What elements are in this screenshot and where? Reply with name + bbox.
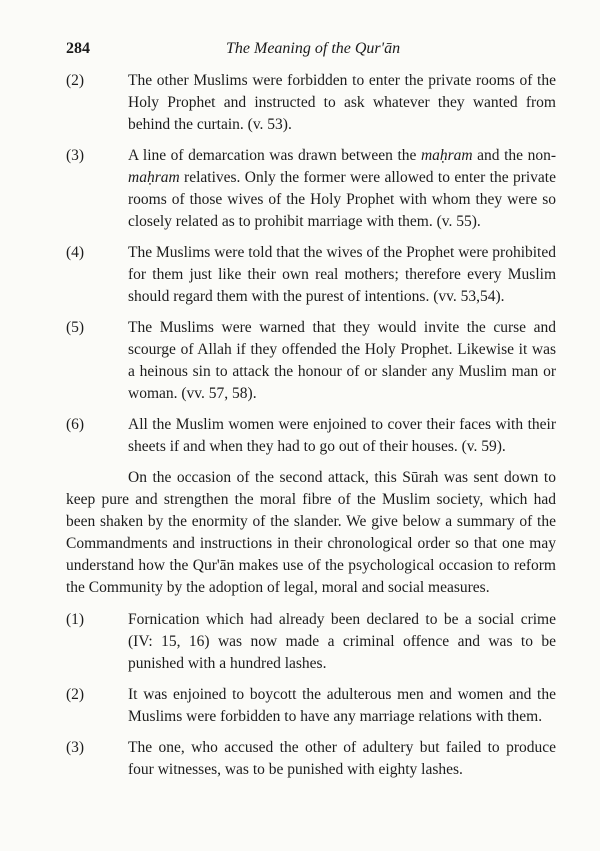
item-number: (5) bbox=[66, 319, 85, 336]
item-text: Fornication which had already been declared to be a social crime (IV: 15, 16) was now made a criminal offence and was to be punished with a hundred lashes. bbox=[128, 611, 556, 672]
page-number: 284 bbox=[66, 40, 90, 57]
item-number: (4) bbox=[66, 244, 85, 261]
item-number: (2) bbox=[66, 686, 85, 703]
list-item bbox=[66, 684, 556, 728]
term-mahram: maḥram bbox=[128, 169, 180, 186]
list-item bbox=[66, 242, 556, 308]
body-paragraph: On the occasion of the second attack, this Sūrah was sent down to keep pure and strengthen the moral fibre of the Muslim society, which had been shaken by the enormity of the slander. We give below a summary of the Commandments and instructions in their chronological order so that one may understand how the Qur'ān makes use of the psychological occasion to reform the Community by the adoption of legal, moral and social measures. bbox=[66, 469, 556, 596]
item-number: (2) bbox=[66, 72, 85, 89]
page-body bbox=[66, 70, 556, 790]
page-header bbox=[66, 40, 540, 64]
running-title: The Meaning of the Qur'ān bbox=[226, 40, 401, 57]
item-text-part: and the non- bbox=[472, 147, 556, 164]
item-text: The one, who accused the other of adultery but failed to produce four witnesses, was to be punished with eighty lashes. bbox=[128, 739, 556, 778]
item-number: (6) bbox=[66, 416, 85, 433]
item-number: (3) bbox=[66, 739, 85, 756]
list-item bbox=[66, 414, 556, 458]
list-item bbox=[66, 737, 556, 781]
item-number: (1) bbox=[66, 611, 85, 628]
item-text: It was enjoined to boycott the adulterous men and women and the Muslims were forbidden to have any marriage relations with them. bbox=[128, 686, 556, 725]
list-item bbox=[66, 609, 556, 675]
list-item bbox=[66, 70, 556, 136]
term-mahram: maḥram bbox=[420, 147, 473, 164]
item-text: The Muslims were told that the wives of the Prophet were prohibited for them just like their own real mothers; therefore every Muslim should regard them with the purest of intentions. (vv. 53,54). bbox=[128, 244, 556, 305]
item-text-part: A line of demarcation was drawn between the bbox=[128, 147, 421, 164]
item-text: The Muslims were warned that they would invite the curse and scourge of Allah if they offended the Holy Prophet. Likewise it was a heinous sin to attack the honour of or slander any Muslim man or woman. (vv. 57, 58). bbox=[128, 319, 556, 402]
item-text: The other Muslims were forbidden to enter the private rooms of the Holy Prophet and instructed to ask whatever they wanted from behind the curtain. (v. 53). bbox=[128, 72, 556, 133]
item-text-part: relatives. Only the former were allowed to enter the private rooms of those wives of the Holy Prophet with whom they were so closely related as to prohibit marriage with them. (v. 55). bbox=[128, 169, 556, 230]
item-text bbox=[128, 145, 556, 233]
list-item bbox=[66, 145, 556, 233]
item-text: All the Muslim women were enjoined to cover their faces with their sheets if and when they had to go out of their houses. (v. 59). bbox=[128, 416, 556, 455]
list-item bbox=[66, 317, 556, 405]
item-number: (3) bbox=[66, 147, 85, 164]
